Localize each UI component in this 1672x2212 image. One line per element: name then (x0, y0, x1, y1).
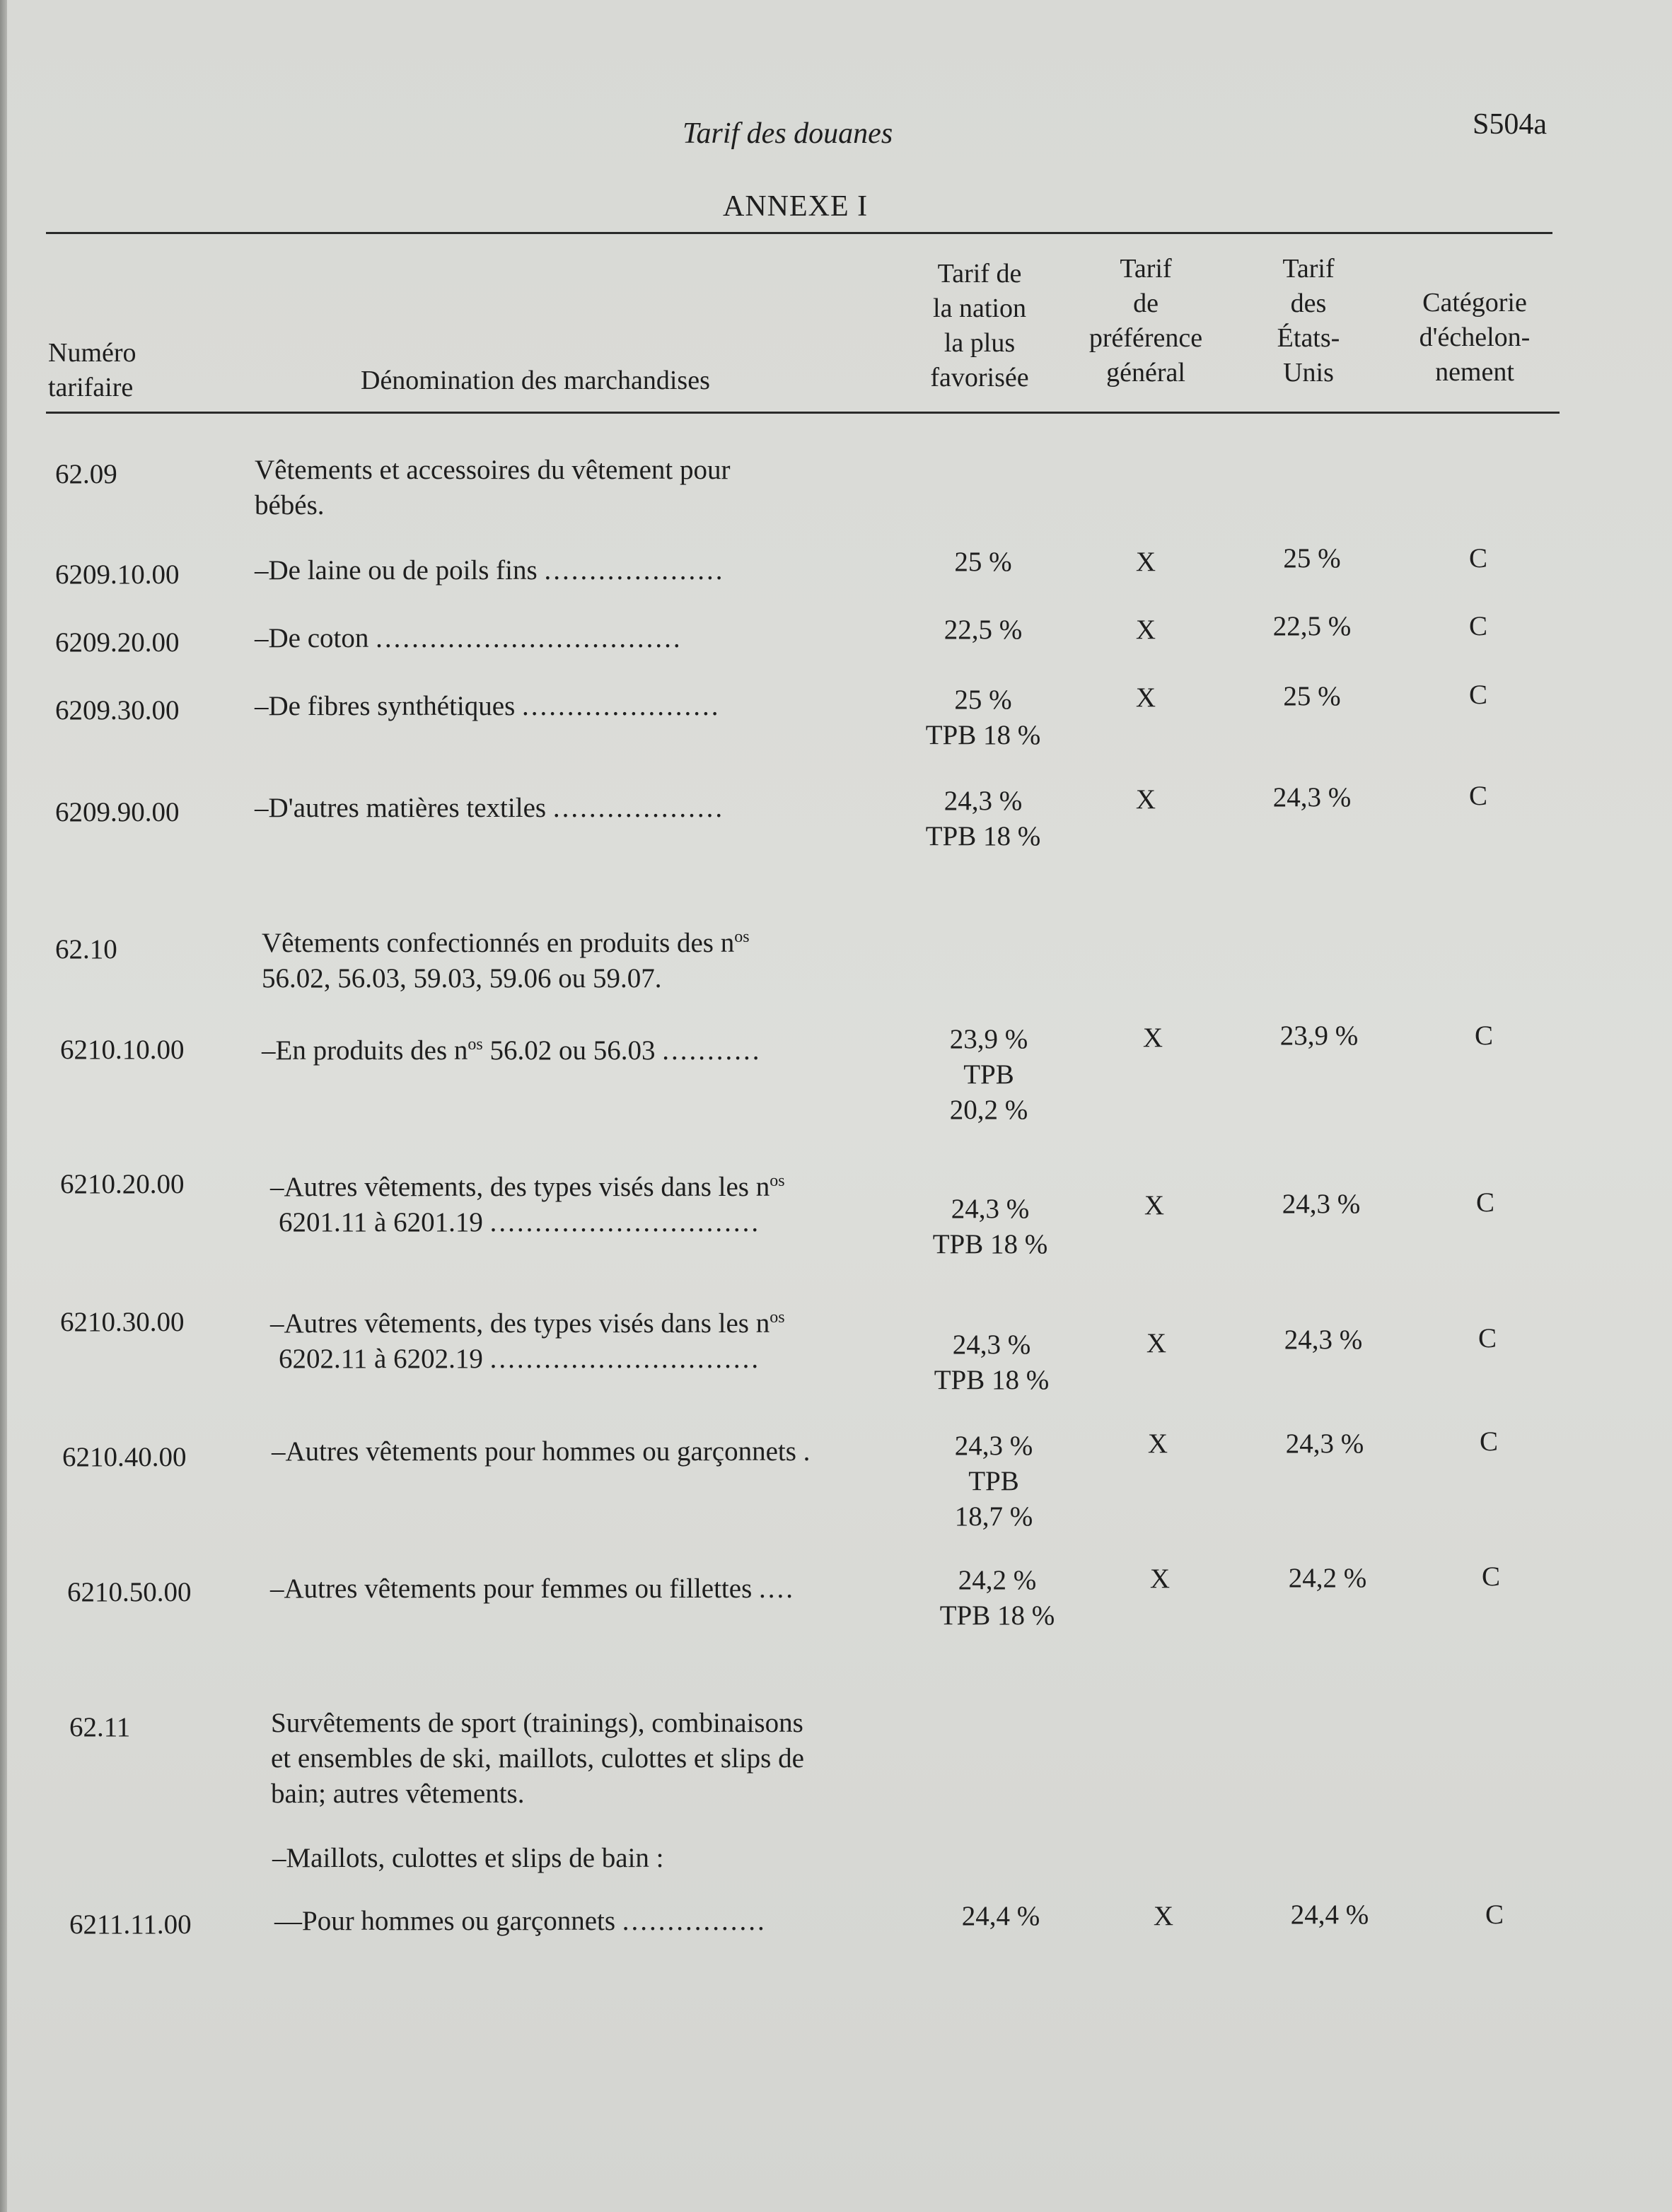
staging-category: C (1479, 1426, 1498, 1457)
top-rule (46, 232, 1552, 234)
staging-category: C (1468, 543, 1487, 574)
tariff-code: 6210.40.00 (62, 1442, 187, 1472)
header-rule (46, 412, 1560, 414)
dot-leader: .................................. (376, 623, 683, 653)
tariff-description: –En produits des $n^{os}$ 56.02 ou 56.03 ........... (262, 1035, 762, 1066)
tariff-description: Vêtements et accessoires du vêtement pour bébés. (255, 455, 731, 520)
dot-leader: .............................. (489, 1344, 761, 1374)
gpt-rate: X (1153, 1901, 1174, 1931)
dot-leader: .............................. (489, 1207, 761, 1238)
dot-leader: ...................... (522, 691, 721, 721)
ust-rate: 24,2 % (1288, 1563, 1367, 1593)
running-title: Tarif des douanes (683, 117, 893, 150)
col-staging-header: Catégorie d'échelon- nement (1419, 288, 1531, 387)
ust-rate: 24,3 % (1272, 782, 1352, 813)
tariff-description: –Autres vêtements, des types visés dans les $n^{os}$ 6201.11 à 6201.19 .............................. (270, 1172, 785, 1238)
tariff-code: 6211.11.00 (69, 1909, 192, 1940)
tariff-code: 6210.30.00 (60, 1307, 185, 1337)
tariff-code: 62.09 (55, 459, 117, 489)
gpt-rate: X (1135, 547, 1156, 577)
gpt-rate: X (1135, 615, 1156, 645)
staging-category: C (1477, 1323, 1497, 1354)
staging-category: C (1468, 781, 1487, 811)
gpt-rate: X (1144, 1190, 1165, 1221)
gpt-rate: X (1135, 682, 1156, 713)
tariff-description: –Autres vêtements pour hommes ou garçonnets . (272, 1436, 813, 1467)
tariff-description: –De laine ou de poils fins .................... (255, 555, 725, 586)
tariff-code: 6210.50.00 (67, 1577, 192, 1607)
mfn-rate: 22,5 % (944, 615, 1023, 645)
tariff-description: Survêtements de sport (trainings), combinaisons et ensembles de ski, maillots, culottes et slips de bain; autres vêtements. (271, 1708, 804, 1809)
gpt-rate: X (1147, 1428, 1168, 1459)
col-ust-header: Tarif des États- Unis (1277, 254, 1340, 388)
dot-leader: .... (759, 1573, 795, 1604)
ust-rate: 24,3 % (1284, 1325, 1363, 1355)
ust-rate: 24,3 % (1282, 1189, 1361, 1219)
staging-category: C (1485, 1899, 1504, 1930)
mfn-rate: 23,9 % TPB 20,2 % (949, 1024, 1028, 1125)
mfn-rate: 24,3 % TPB 18 % (925, 786, 1041, 851)
gpt-rate: X (1149, 1564, 1171, 1594)
ust-rate: 23,9 % (1279, 1020, 1359, 1051)
staging-category: C (1468, 680, 1487, 710)
tariff-code: 6210.20.00 (60, 1169, 185, 1199)
tariff-description: –Autres vêtements pour femmes ou fillettes .... (270, 1573, 795, 1604)
dot-leader: ................... (552, 793, 725, 823)
ust-rate: 24,4 % (1290, 1899, 1369, 1930)
dot-leader: .................... (544, 555, 725, 586)
page-code: S504a (1473, 108, 1547, 141)
tariff-code: 6209.90.00 (55, 797, 180, 827)
tariff-code: 6209.20.00 (55, 627, 180, 658)
staging-category: C (1481, 1561, 1500, 1592)
col-mfn-header: Tarif de la nation la plus favorisée (930, 259, 1029, 392)
gpt-rate: X (1146, 1328, 1167, 1358)
ust-rate: 25 % (1283, 543, 1341, 574)
mfn-rate: 24,4 % (961, 1901, 1040, 1931)
tariff-code: 6210.10.00 (60, 1035, 185, 1065)
tariff-description: —Pour hommes ou garçonnets ................ (274, 1906, 767, 1936)
tariff-description: –De coton .................................. (255, 623, 683, 653)
subheading-description: –Maillots, culottes et slips de bain : (272, 1843, 664, 1873)
dot-leader: ........... (662, 1035, 762, 1066)
document-page (7, 0, 1672, 2212)
dot-leader: . (803, 1436, 813, 1467)
gpt-rate: X (1135, 784, 1156, 815)
mfn-rate: 24,2 % TPB 18 % (939, 1565, 1055, 1631)
col-gpt-header: Tarif de préférence général (1088, 254, 1203, 388)
tariff-code: 62.11 (69, 1712, 131, 1742)
tariff-description: Vêtements confectionnés en produits des $n^{os}$ 56.02, 56.03, 59.03, 59.06 ou 59.07. (262, 928, 750, 994)
tariff-code: 6209.10.00 (55, 559, 180, 590)
gpt-rate: X (1142, 1023, 1163, 1053)
mfn-rate: 25 % TPB 18 % (925, 685, 1041, 750)
tariff-code: 6209.30.00 (55, 695, 180, 726)
dot-leader: ................ (622, 1906, 767, 1936)
ust-rate: 22,5 % (1272, 611, 1352, 641)
ust-rate: 24,3 % (1285, 1428, 1364, 1459)
mfn-rate: 24,3 % TPB 18,7 % (954, 1431, 1033, 1532)
staging-category: C (1468, 611, 1487, 641)
mfn-rate: 24,3 % TPB 18 % (934, 1329, 1050, 1395)
col-denomination-header: Dénomination des marchandises (361, 366, 710, 395)
staging-category: C (1475, 1187, 1494, 1218)
ust-rate: 25 % (1283, 681, 1341, 711)
tariff-code: 62.10 (55, 934, 117, 965)
mfn-rate: 25 % (954, 547, 1012, 577)
annex-heading: ANNEXE I (723, 190, 869, 223)
tariff-description: –De fibres synthétiques ...................... (255, 691, 721, 721)
mfn-rate: 24,3 % TPB 18 % (932, 1194, 1048, 1259)
tariff-description: –D'autres matières textiles ................... (255, 793, 725, 823)
staging-category: C (1474, 1020, 1493, 1051)
col-numero-header: Numéro tarifaire (48, 338, 137, 402)
tariff-description: –Autres vêtements, des types visés dans les $n^{os}$ 6202.11 à 6202.19 .............................. (270, 1308, 785, 1374)
